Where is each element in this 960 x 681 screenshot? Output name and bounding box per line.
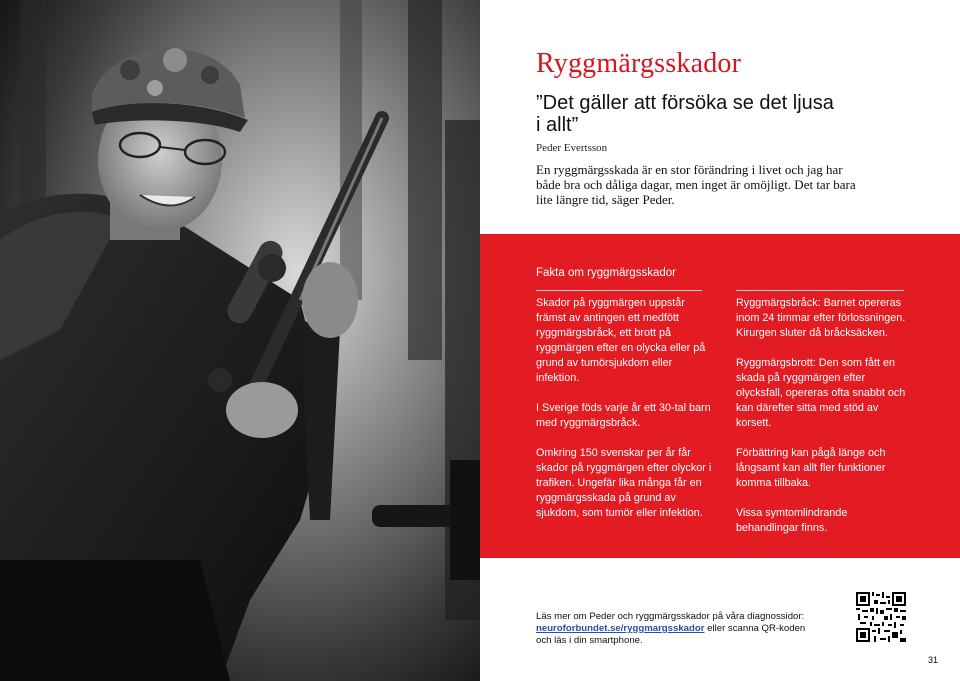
fact-paragraph: Vissa symtomlindrande behandlingar finns. <box>736 507 848 534</box>
fact-paragraph: Skador på ryggmärgen uppstår främst av antingen ett medfött ryggmärgsbråck, ett brott på ryggmärgen efter en olycka eller på grund av tumörsjukdom eller infektion. <box>536 297 706 384</box>
read-more-text <box>536 611 816 647</box>
fact-paragraph: Ryggmärgsbråck: Barnet opereras inom 24 timmar efter förlossningen. Kirurgen sluter då bråcksäcken. <box>736 297 906 339</box>
fact-paragraph: Ryggmärgsbrott: Den som fått en skada på ryggmärgen efter olycksfall, opereras ofta snabbt och kan därefter sitta med stöd av korsett. <box>736 357 906 429</box>
page-title: Ryggmärgsskador <box>536 48 742 79</box>
diagnosis-link[interactable]: neuroforbundet.se/ryggmargsskador <box>536 623 705 634</box>
fact-box <box>480 234 960 558</box>
fact-column-right <box>736 296 911 551</box>
fact-column-left <box>536 296 716 536</box>
read-more-outro: eller scanna QR-koden och läs i din smartphone. <box>536 623 806 646</box>
fact-paragraph: Förbättring kan pågå länge och långsamt kan allt fler funktioner komma tillbaka. <box>736 447 886 489</box>
qr-code-icon[interactable] <box>856 592 906 642</box>
quote-author: Peder Evertsson <box>536 142 608 154</box>
intro-paragraph: En ryggmärgsskada är en stor förändring i livet och jag har både bra och dåliga dagar, men inget är omöjligt. Det tar bara lite längre tid, säger Peder. <box>536 162 856 207</box>
pull-quote: ”Det gäller att försöka se det ljusa i allt” <box>536 92 834 136</box>
fact-divider-right <box>736 290 904 291</box>
page-number: 31 <box>928 655 939 665</box>
read-more-intro: Läs mer om Peder och ryggmärgsskador på våra diagnossidor: <box>536 611 805 622</box>
fact-paragraph: I Sverige föds varje år ett 30-tal barn med ryggmärgsbråck. <box>536 402 711 429</box>
fact-paragraph: Omkring 150 svenskar per år får skador på ryggmärgen efter olyckor i trafiken. Ungefär lika många får en ryggmärgsskada på grund av sjukdom, som tumör eller infektion. <box>536 447 712 519</box>
fact-box-title: Fakta om ryggmärgsskador <box>536 267 676 279</box>
fact-divider-left <box>536 290 702 291</box>
